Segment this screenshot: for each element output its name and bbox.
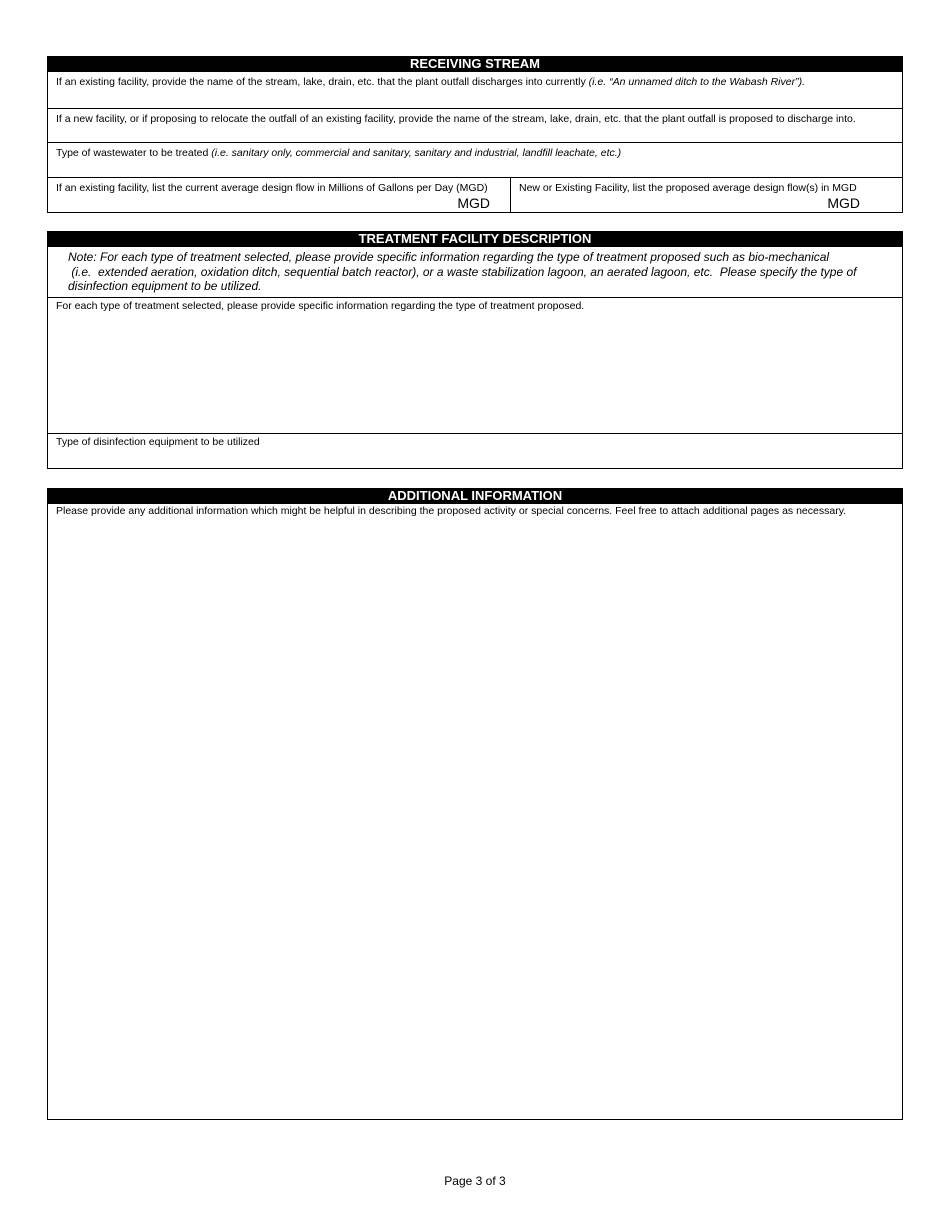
- new-stream-field[interactable]: [48, 108, 902, 142]
- receiving-stream-section: [47, 56, 903, 213]
- disinfection-label: Type of disinfection equipment to be utilized: [56, 435, 260, 448]
- design-flow-row: [48, 177, 902, 212]
- treatment-note-line-1: Note: For each type of treatment selected, please provide specific information regarding the type of treatment proposed such as bio-mechanical: [68, 250, 830, 264]
- current-flow-field[interactable]: [48, 178, 511, 212]
- additional-information-label: Please provide any additional information which might be helpful in describing the proposed activity or special concerns. Feel free to attach additional pages as necessary.: [56, 505, 847, 517]
- additional-information-box: [47, 504, 903, 1120]
- additional-information-section: [47, 488, 903, 1120]
- proposed-flow-field[interactable]: [511, 178, 902, 212]
- additional-information-field[interactable]: [48, 504, 902, 1119]
- treatment-note: [48, 247, 902, 298]
- existing-stream-example: (i.e. “An unnamed ditch to the Wabash River”).: [588, 76, 805, 88]
- treatment-details-field[interactable]: [48, 298, 902, 433]
- treatment-details-label: For each type of treatment selected, please provide specific information regarding the type of treatment proposed.: [56, 299, 585, 312]
- treatment-facility-header: TREATMENT FACILITY DESCRIPTION: [47, 231, 903, 247]
- disinfection-field[interactable]: [48, 433, 902, 468]
- treatment-note-line-3: disinfection equipment to be utilized.: [68, 279, 262, 293]
- wastewater-type-example: (i.e. sanitary only, commercial and sanitary, sanitary and industrial, landfill leachate, etc.): [211, 147, 622, 159]
- existing-stream-field[interactable]: [48, 72, 902, 108]
- proposed-flow-label: New or Existing Facility, list the proposed average design flow(s) in MGD: [519, 182, 857, 194]
- current-flow-unit: MGD: [457, 195, 490, 211]
- proposed-flow-unit: MGD: [827, 195, 860, 211]
- current-flow-label: If an existing facility, list the current average design flow in Millions of Gallons per Day (MGD): [56, 182, 488, 194]
- receiving-stream-box: [47, 72, 903, 213]
- wastewater-type-label: Type of wastewater to be treated (i.e. sanitary only, commercial and sanitary, sanitary and industrial, landfill leachate, etc.): [56, 147, 622, 159]
- treatment-facility-box: [47, 247, 903, 469]
- new-stream-label: If a new facility, or if proposing to relocate the outfall of an existing facility, provide the name of the stream, lake, drain, etc. that the plant outfall is proposed to discharge into.: [56, 113, 856, 125]
- treatment-note-line-2: (i.e. extended aeration, oxidation ditch, sequential batch reactor), or a waste stabilization lagoon, an aerated lagoon, etc. Please specify the type of: [68, 264, 857, 279]
- additional-information-header: ADDITIONAL INFORMATION: [47, 488, 903, 504]
- page-number: Page 3 of 3: [444, 1174, 506, 1188]
- wastewater-type-field[interactable]: [48, 142, 902, 177]
- receiving-stream-header: RECEIVING STREAM: [47, 56, 903, 72]
- existing-stream-label: If an existing facility, provide the name of the stream, lake, drain, etc. that the plant outfall discharges into currently (i.e. “An unnamed ditch to the Wabash River”).: [56, 76, 805, 88]
- treatment-facility-section: [47, 231, 903, 469]
